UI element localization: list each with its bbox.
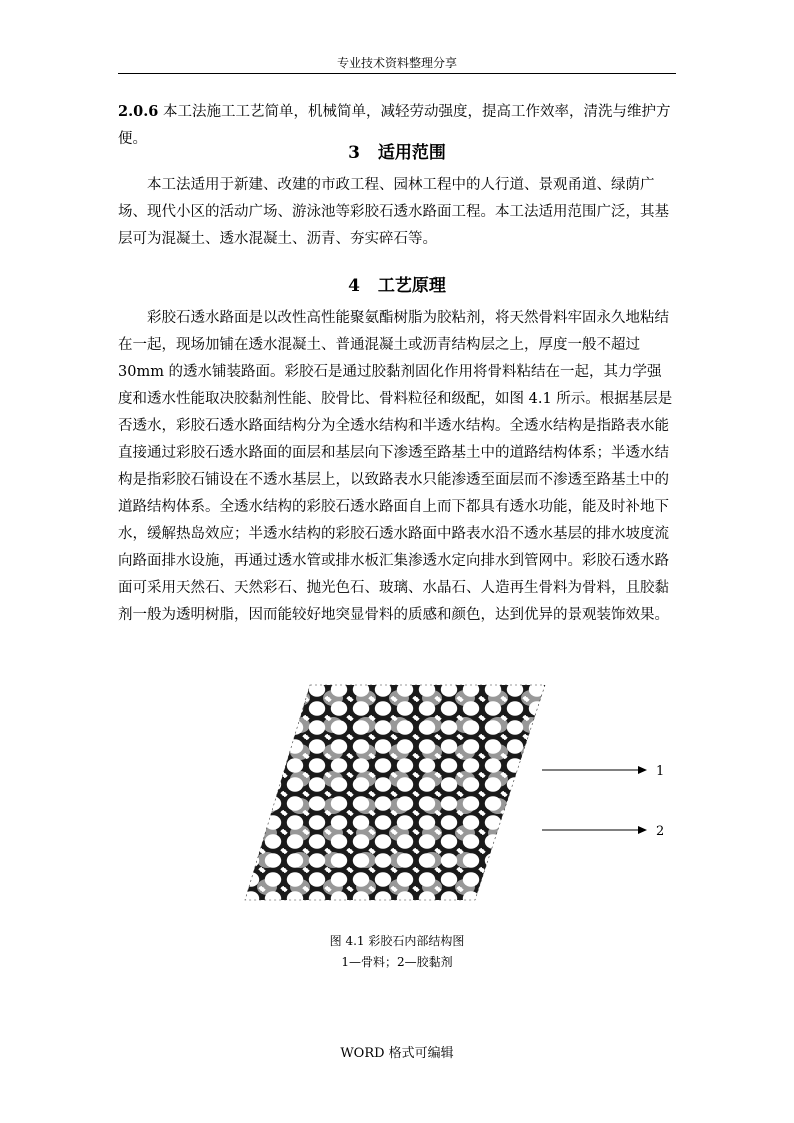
figure-legend: 1—骨料；2—胶黏剂 [341,955,453,969]
section-4-heading [118,271,676,296]
section-3-number: 3 [348,143,360,163]
page-header: 专业技术资料整理分享 [336,56,457,70]
section-4-title: 工艺原理 [377,276,446,296]
clause-number: 2.0.6 [118,103,159,120]
figure-label-2: 2 [656,824,665,839]
figure-label-1: 1 [656,764,665,779]
structure-figure [240,680,680,910]
section-4-body: 彩胶石透水路面是以改性高性能聚氨酯树脂为胶粘剂，将天然骨料牢固永久地粘结在一起，现场加铺在透水混凝土、普通混凝土或沥青结构层之上，厚度一般不超过 30mm 的透水铺装路面。彩胶石是通过胶黏剂固化作用将骨料粘结在一起，其力学强度和透水性能取决胶黏剂性能、胶骨比、骨料粒径和级配，如图 4.1 所示。根据基层是否透水，彩胶石透水路面结构分为全透水结构和半透水结构。全透水结构是指路表水能直接通过彩胶石透水路面的面层和基层向下渗透至路基土中的道路结构体系；半透水结构是指彩胶石铺设在不透水基层上，以致路表水只能渗透至面层而不渗透至路基土中的道路结构体系。全透水结构的彩胶石透水路面自上而下都具有透水功能，能及时补地下水，缓解热岛效应；半透水结构的彩胶石透水路面中路表水沿不透水基层的排水坡度流向路面排水设施，再通过透水管或排水板汇集渗透水定向排水到管网中。彩胶石透水路面可采用天然石、天然彩石、抛光色石、玻璃、水晶石、人造再生骨料为骨料，且胶黏剂一般为透明树脂，因而能较好地突显骨料的质感和颜色，达到优异的景观装饰效果。 [118,310,673,623]
pointer-1-arrow [638,766,647,774]
section-3-title: 适用范围 [377,143,446,163]
section-3-heading [118,138,676,163]
section-4-number: 4 [348,276,360,296]
pointer-2-arrow [638,826,647,834]
figure-caption: 图 4.1 彩胶石内部结构图 [329,934,465,948]
header-rule [118,73,676,74]
clause-text: 本工法施工工艺简单，机械简单，减轻劳动强度，提高工作效率，清洗与维护方便。 [118,104,671,147]
page-footer: WORD 格式可编辑 [340,1046,454,1061]
aggregate-mesh [240,680,560,910]
section-3-body: 本工法适用于新建、改建的市政工程、园林工程中的人行道、景观甬道、绿荫广场、现代小区的活动广场、游泳池等彩胶石透水路面工程。本工法适用范围广泛，其基层可为混凝土、透水混凝土、沥青、夯实碎石等。 [118,177,669,247]
